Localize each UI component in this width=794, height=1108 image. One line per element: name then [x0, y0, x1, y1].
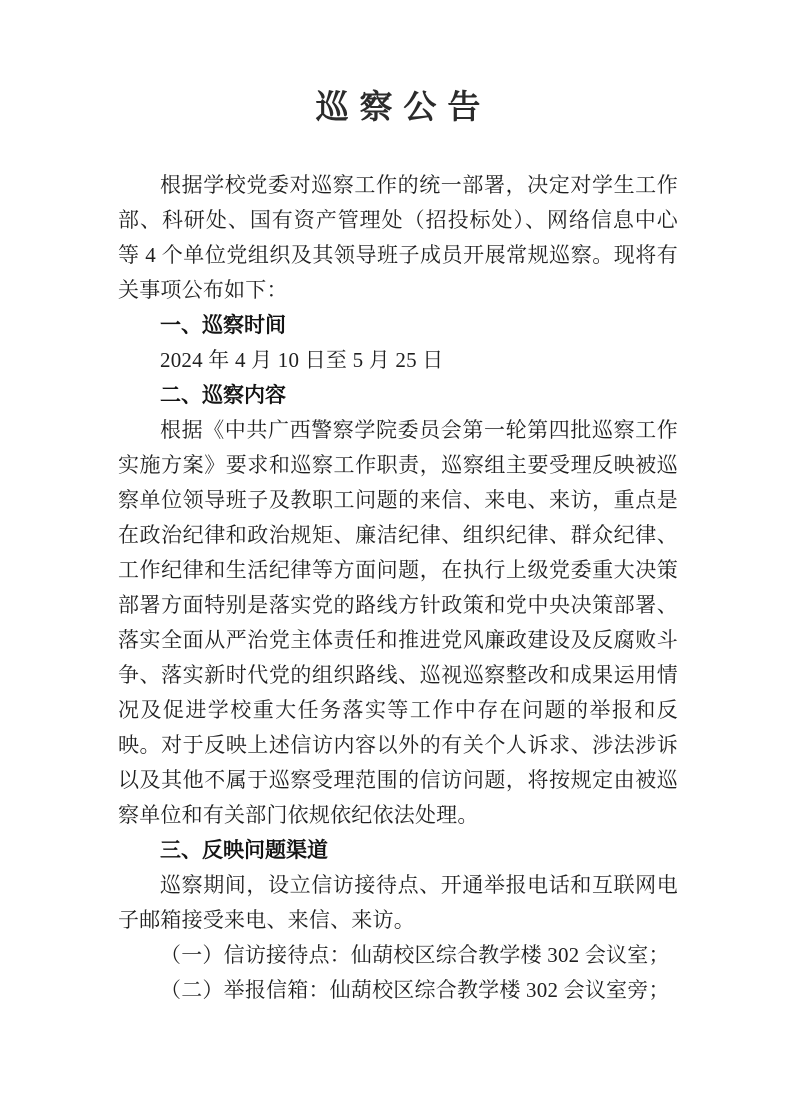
section-heading: 二、巡察内容 — [160, 384, 286, 407]
paragraph: 根据学校党委对巡察工作的统一部署，决定对学生工作部、科研处、国有资产管理处（招投标处）、网络信息中心等 4 个单位党组织及其领导班子成员开展常规巡察。现将有关事项公布如下： — [118, 173, 678, 302]
paragraph: （二）举报信箱：仙葫校区综合教学楼 302 会议室旁； — [160, 978, 670, 1002]
document-title: 巡察公告 — [315, 90, 492, 126]
paragraph: 巡察期间，设立信访接待点、开通举报电话和互联网电子邮箱接受来电、来信、来访。 — [118, 873, 678, 932]
paragraph: （一）信访接待点：仙葫校区综合教学楼 302 会议室； — [160, 943, 670, 967]
section-heading: 一、巡察时间 — [160, 314, 286, 337]
paragraph: 根据《中共广西警察学院委员会第一轮第四批巡察工作实施方案》要求和巡察工作职责，巡察组主要受理反映被巡察单位领导班子及教职工问题的来信、来电、来访，重点是在政治纪律和政治规矩、廉洁纪律、组织纪律、群众纪律、工作纪律和生活纪律等方面问题，在执行上级党委重大决策部署方面特别是落实党的路线方针政策和党中央决策部署、落实全面从严治党主体责任和推进党风廉政建设及反腐败斗争、落实新时代党的组织路线、巡视巡察整改和成果运用情况及促进学校重大任务落实等工作中存在问题的举报和反映。对于反映上述信访内容以外的有关个人诉求、涉法涉诉以及其他不属于巡察受理范围的信访问题，将按规定由被巡察单位和有关部门依规依纪依法处理。 — [118, 418, 678, 827]
document-content — [118, 86, 678, 1008]
section-heading: 三、反映问题渠道 — [160, 839, 328, 862]
document-body — [118, 168, 678, 1008]
paragraph: 2024 年 4 月 10 日至 5 月 25 日 — [160, 348, 444, 372]
